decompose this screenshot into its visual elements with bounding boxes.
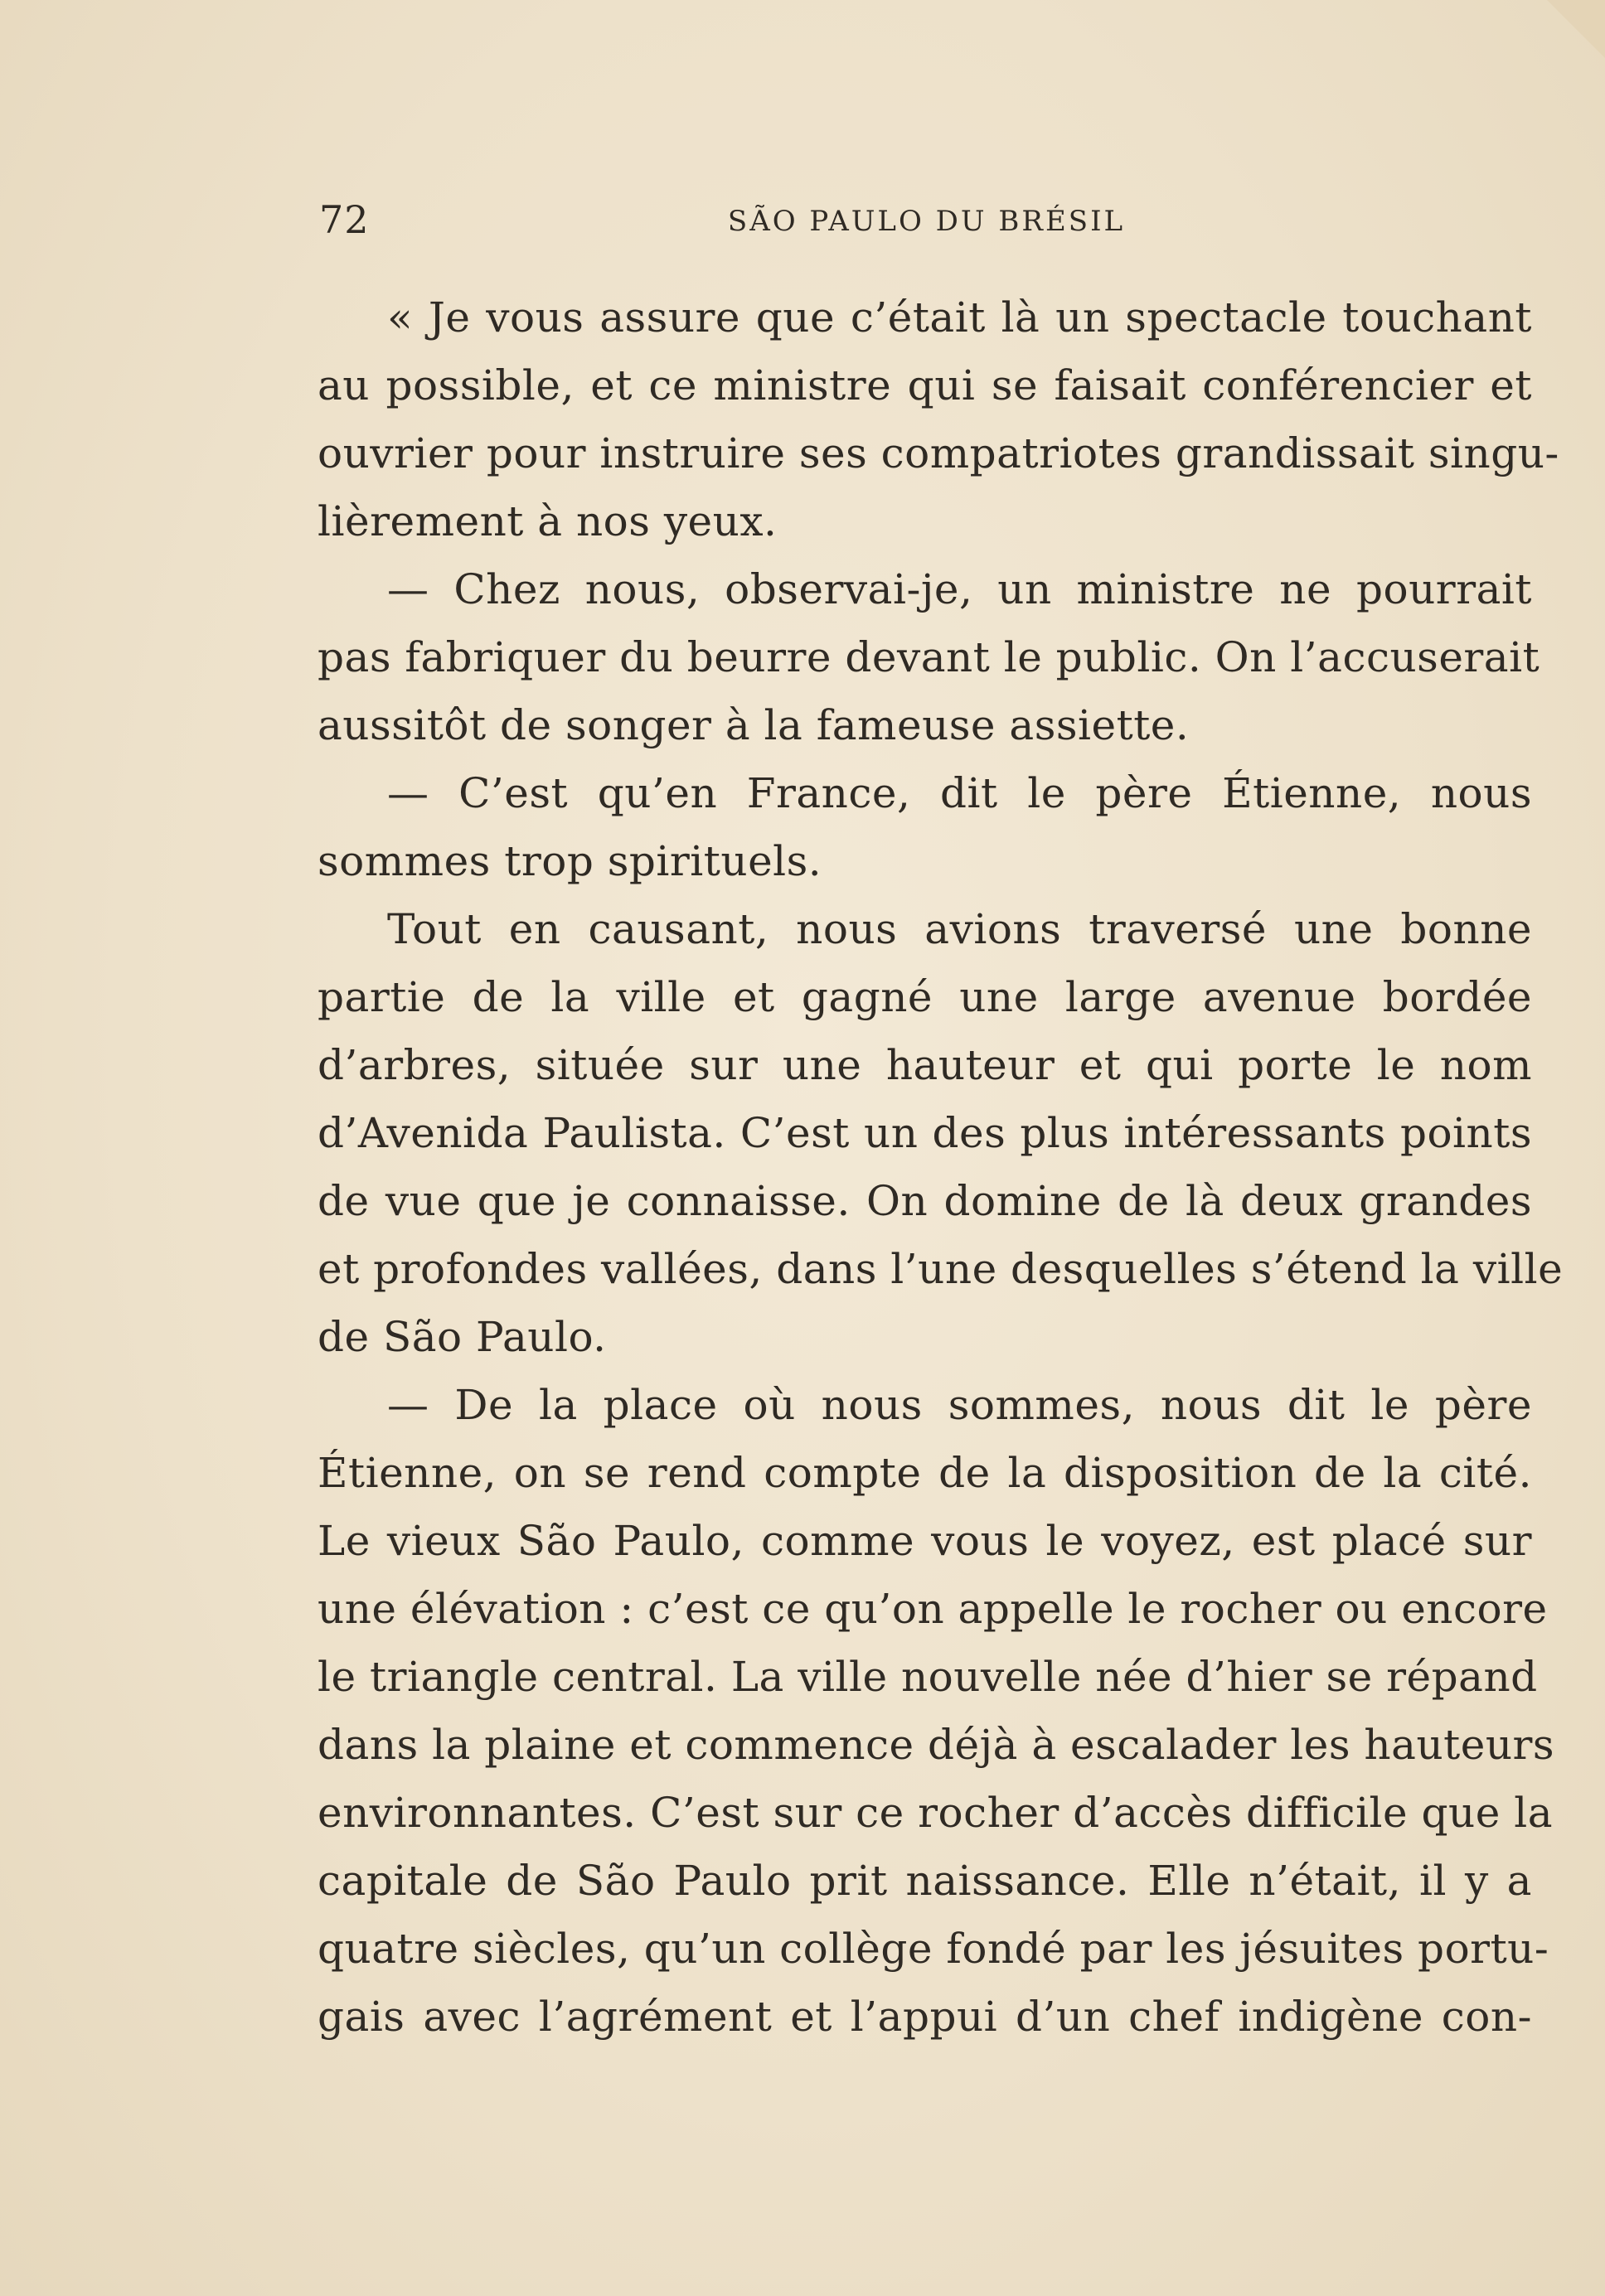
- text-line: environnantes. C’est sur ce rocher d’accès difficile que la: [318, 1789, 1554, 1837]
- text-line: Étienne, on se rend compte de la disposition de la cité.: [318, 1449, 1532, 1497]
- text-line: — C’est qu’en France, dit le père Étienne, nous: [387, 769, 1532, 817]
- text-line: d’Avenida Paulista. C’est un des plus intéressants points: [318, 1109, 1532, 1157]
- text-line: « Je vous assure que c’était là un spectacle touchant: [387, 293, 1532, 341]
- running-title: SÃO PAULO DU BRÉSIL: [727, 205, 1126, 238]
- text-line: au possible, et ce ministre qui se faisait conférencier et: [318, 361, 1532, 409]
- text-line: dans la plaine et commence déjà à escalader les hauteurs: [318, 1721, 1555, 1769]
- text-line: d’arbres, située sur une hauteur et qui porte le nom: [318, 1041, 1532, 1089]
- text-line: une élévation : c’est ce qu’on appelle le rocher ou encore: [318, 1585, 1548, 1633]
- text-line: — De la place où nous sommes, nous dit le père: [387, 1381, 1532, 1429]
- text-line: partie de la ville et gagné une large avenue bordée: [318, 973, 1532, 1021]
- text-line: et profondes vallées, dans l’une desquelles s’étend la ville: [318, 1245, 1564, 1293]
- text-line: Tout en causant, nous avions traversé une bonne: [387, 905, 1532, 953]
- text-line: de São Paulo.: [318, 1313, 607, 1361]
- page-corner: [1547, 0, 1605, 58]
- text-line: le triangle central. La ville nouvelle née d’hier se répand: [318, 1653, 1538, 1701]
- text-line: lièrement à nos yeux.: [318, 497, 778, 545]
- text-line: gais avec l’agrément et l’appui d’un chef indigène con-: [318, 1993, 1532, 2041]
- text-line: pas fabriquer du beurre devant le public. On l’accuserait: [318, 633, 1540, 681]
- page-number: 72: [319, 197, 370, 242]
- text-line: sommes trop spirituels.: [318, 837, 822, 885]
- text-line: ouvrier pour instruire ses compatriotes grandissait singu-: [318, 429, 1559, 477]
- text-line: Le vieux São Paulo, comme vous le voyez, est placé sur: [318, 1517, 1532, 1565]
- body-text: [318, 283, 1564, 2051]
- text-line: quatre siècles, qu’un collège fondé par les jésuites portu-: [318, 1925, 1549, 1973]
- page-header: [319, 195, 1534, 245]
- text-line: capitale de São Paulo prit naissance. Elle n’était, il y a: [318, 1857, 1532, 1905]
- text-line: — Chez nous, observai-je, un ministre ne pourrait: [387, 565, 1532, 613]
- text-line: aussitôt de songer à la fameuse assiette.: [318, 701, 1190, 749]
- text-line: de vue que je connaisse. On domine de là deux grandes: [318, 1177, 1532, 1225]
